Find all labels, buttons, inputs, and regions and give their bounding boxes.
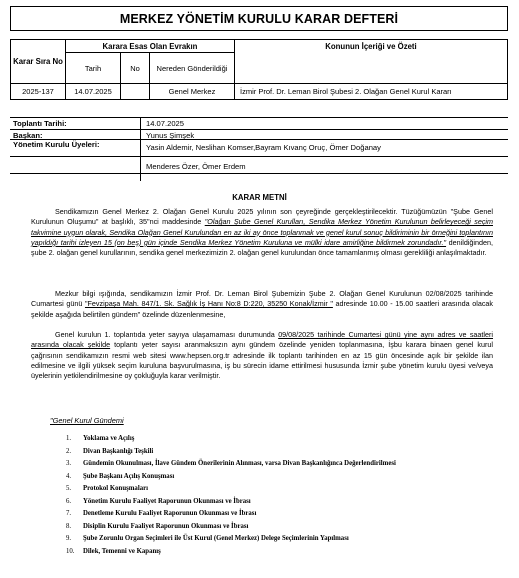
p1-quoted-article: "Olağan Şube Genel Kurulları, Sendika Merkez Yönetim Kurulunun belirleyeceği seçim takvimine uygun olarak, Sendika Olağan Genel Kurulundan en az iki ay önce toplanmak ve genel kurul sonuç bildiriminin bir örneğini toplantının yapıldığı tarihi izleyen 15 (on beş) gün içinde Sendika Merkez Yönetim Kuruluna ve mülki idare amirliğine bildirmek zorundadır." (31, 217, 493, 247)
gundem-item-number: 1. (66, 435, 72, 442)
document-title-text: MERKEZ YÖNETİM KURULU KARAR DEFTERİ (119, 11, 399, 26)
header-karara-esas: Karara Esas Olan Evrakın (66, 40, 235, 53)
gundem-item-number: 9. (66, 535, 72, 542)
p3-text-b: toplantı yeter sayısı aranmaksızın aynı gündem özelinde yeniden toplanmasına, İşbu karara binaen genel kurul çağrısının sendikamızın resmi web sitesi www.hepsen.org.tr adresinde ilk toplantı tarihinden en az 15 gün öncesinde açık bir şekilde ilan edilmesine ve ilgili yüksek seçim kuruluna başvurulmasına, iş bu sürecin idame ettirilmesi hususunda İzmir şube yönetim kurulu üyesi ve/veya üyelerinin yetkilendirilmesine oy çokluğuyla karar verilmiştir. (31, 340, 493, 381)
gundem-item-text: Dilek, Temenni ve Kapanış (83, 547, 161, 555)
gundem-item (66, 483, 396, 496)
cell-no (121, 84, 150, 100)
gundem-item-text: Yönetim Kurulu Faaliyet Raporunun Okunması ve İbrası (83, 497, 251, 505)
p3-text-a: Genel kurulun 1. toplantıda yeter sayıya ulaşamaması durumunda (55, 330, 279, 339)
header-konu: Konunun İçeriği ve Özeti (235, 40, 508, 84)
gundem-item-number: 8. (66, 522, 72, 530)
p2-address: "Fevzipaşa Mah. 847/1. Sk. Sağlık İş Hanı No:8 D:220, 35250 Konak/İzmir " (84, 299, 333, 309)
paragraph-1 (31, 207, 493, 258)
baskan-row (10, 130, 508, 140)
karar-metni-heading: KARAR METNİ (232, 193, 287, 202)
gundem-item-number: 10. (66, 547, 75, 555)
gundem-item (66, 458, 396, 471)
gundem-item-text: Şube Başkanı Açılış Konuşması (83, 472, 175, 480)
p1-text-a: Sendikamızın Genel Merkez 2. Olağan Genel Kurulu 2025 yılının son çeyreğinde gerçekleştirilecektir. Tüzüğümüzün "Şube Genel Kurulunun Oluşumu" at başlıklı, 35"nci maddesinde (31, 207, 493, 227)
cell-nereden: Genel Merkez (150, 84, 235, 100)
gundem-item (66, 546, 396, 559)
gundem-item-number: 5. (66, 485, 72, 492)
gundem-item-text: Protokol Konuşmaları (83, 485, 149, 492)
meeting-info (10, 117, 508, 174)
header-nereden: Nereden Gönderildiği (150, 53, 235, 84)
uyeler-label: Yönetim Kurulu Üyeleri: (13, 140, 100, 149)
p2-text-a: Mezkur bilgi ışığında, sendikamızın İzmir Prof. Dr. Leman Birol Şubemizin Şube 2. Olağan Genel Kurulunun 02/08/2025 tarihinde Cumartesi günü (31, 289, 493, 309)
document-title (10, 6, 508, 31)
header-tarih: Tarih (66, 53, 121, 84)
header-no: No (121, 53, 150, 84)
gundem-item (66, 521, 396, 534)
p1-text-b: denildiğinden, şube 2. olağan genel kurullarının, sendika genel merkezimizin 2. olağan genel kurulundan önce tamamlanmış olması gerekliliği anlaşılmaktadır. (31, 237, 493, 258)
gundem-item-number: 7. (66, 510, 72, 517)
toplanti-label: Toplantı Tarihi: (13, 119, 67, 128)
header-karar-sira-no: Karar Sıra No (11, 40, 66, 84)
gundem-item (66, 496, 396, 509)
uyeler-line1: Yasin Aldemir, Neslihan Komser,Bayram Kıvanç Oruç, Ömer Doğanay (146, 143, 381, 152)
gundem-heading: "Genel Kurul Gündemi (50, 416, 124, 425)
gundem-item-text: Disiplin Kurulu Faaliyet Raporunun Okunması ve İbrası (83, 522, 249, 530)
gundem-item (66, 433, 396, 446)
gundem-item-text: Gündemin Okunulması, İlave Gündem Önerilerinin Alınması, varsa Divan Başkanlığınca Değerlendirilmesi (83, 460, 396, 467)
gundem-item-text: Yoklama ve Açılış (83, 435, 135, 442)
gundem-item-text: Divan Başkanlığı Teşkili (83, 447, 154, 455)
gundem-item (66, 471, 396, 484)
gundem-item (66, 508, 396, 521)
cell-karar-no: 2025-137 (11, 84, 66, 100)
gundem-item-number: 2. (66, 447, 72, 455)
cell-konu: İzmir Prof. Dr. Leman Birol Şubesi 2. Olağan Genel Kurul Kararı (235, 84, 508, 100)
gundem-list (66, 433, 396, 558)
baskan-label: Başkan: (13, 131, 43, 140)
p3-second-meeting: 09/08/2025 tarihinde Cumartesi günü yine aynı adres ve saatleri arasında olacak şekilde (31, 330, 493, 350)
gundem-item (66, 533, 396, 546)
uyeler-row-2 (10, 157, 508, 174)
gundem-item-text: Denetleme Kurulu Faaliyet Raporunun Okunması ve İbrası (83, 510, 257, 517)
gundem-item-number: 6. (66, 497, 72, 505)
toplanti-value: 14.07.2025 (146, 119, 185, 128)
uyeler-line2: Menderes Özer, Ömer Erdem (146, 162, 246, 171)
paragraph-3 (31, 330, 493, 381)
paragraph-2 (31, 289, 493, 320)
register-table (10, 39, 508, 100)
gundem-item-number: 3. (66, 460, 72, 467)
p2-text-b: adresinde 10.00 - 15.00 saatleri arasında olacak şekilde aşağıda belirtilen gündem" özelinde düzenlenmesine, (31, 299, 494, 319)
gundem-item-text: Şube Zorunlu Organ Seçimleri ile Üst Kurul (Genel Merkez) Delege Seçimlerinin Yapılması (83, 535, 349, 542)
gundem-item-number: 4. (66, 472, 72, 480)
toplanti-row (10, 117, 508, 130)
gundem-item (66, 446, 396, 459)
cell-tarih: 14.07.2025 (66, 84, 121, 100)
uyeler-row (10, 140, 508, 157)
baskan-value: Yunus Şimşek (146, 131, 195, 140)
